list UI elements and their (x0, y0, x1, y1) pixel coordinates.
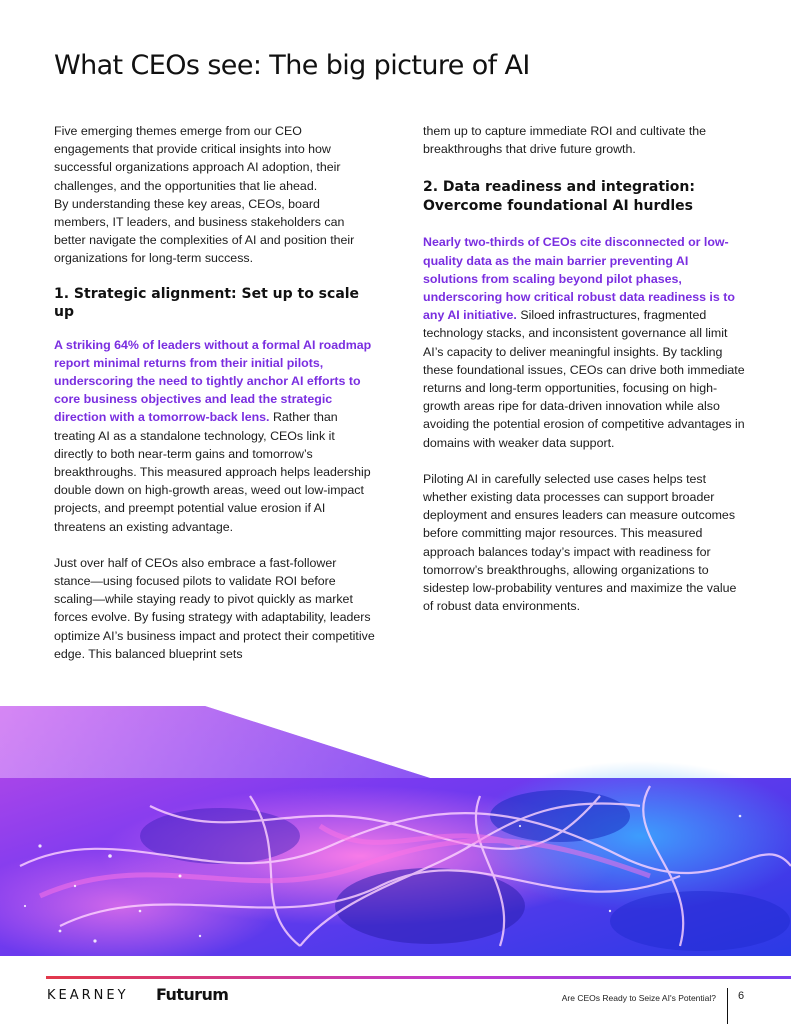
section-1-continued: them up to capture immediate ROI and cultivate the breakthroughs that drive future growth. (423, 124, 707, 157)
footer-gradient-line (46, 976, 791, 979)
kearney-logo: KEARNEY (47, 988, 129, 1003)
section-2-highlight: Nearly two-thirds of CEOs cite disconnected or low-quality data as the main barrier preventing AI solutions from scaling beyond pilot phases, underscoring how critical robust data readiness is to any AI initiative. (423, 235, 735, 323)
section-2-body-1 (423, 233, 745, 451)
section-1-highlight: A striking 64% of leaders without a formal AI roadmap report minimal returns from their initial pilots, underscoring the need to tightly anchor AI efforts to core business objectives and lead the strategic direction with a tomorrow-back lens. (54, 337, 372, 425)
abstract-network-illustration (0, 706, 791, 956)
futurum-logo: Futurum (156, 985, 229, 1004)
right-column (423, 122, 745, 615)
section-1-heading: 1. Strategic alignment: Set up to scale up (54, 285, 360, 321)
section-1-body-1 (54, 336, 376, 536)
footer-caption: Are CEOs Ready to Seize AI's Potential? (561, 993, 716, 1003)
left-column (54, 122, 376, 663)
section-1-body-2: Just over half of CEOs also embrace a fast-follower stance—using focused pilots to validate ROI before scaling—while staying ready to pivot quickly as market forces evolve. By fusing strategy with adaptability, leaders optimize AI’s business impact and protect their competitive edge. This balanced blueprint sets (54, 555, 375, 661)
intro-paragraph-1: Five emerging themes emerge from our CEO engagements that provide critical insights into how successful organizations approach AI adoption, their challenges, and the opportunities that lie ahead. (54, 124, 341, 193)
section-2-body-1-text: Siloed infrastructures, fragmented technology stacks, and inconsistent governance all limit AI’s capacity to deliver meaningful insights. By tackling these foundational issues, CEOs can drive both immediate returns and long-term opportunities, focusing on high-growth areas ripe for data-driven innovation while also avoiding the potential erosion of competitive advantages in domains with weaker data support. (423, 308, 745, 450)
footer-divider (727, 988, 728, 1024)
page-number: 6 (738, 990, 745, 1002)
section-2-heading: 2. Data readiness and integration: Overcome foundational AI hurdles (423, 179, 695, 214)
page-title: What CEOs see: The big picture of AI (54, 50, 530, 81)
section-1-body-1-text: Rather than treating AI as a standalone technology, CEOs link it directly to both near-term gains and tomorrow’s breakthroughs. This measured approach helps leadership double down on high-growth areas, weed out low-impact projects, and preempt potential value erosion if AI threatens an existing advantage. (54, 410, 371, 534)
section-2-body-2: Piloting AI in carefully selected use cases helps test whether existing data processes can support broader deployment and ensures leaders can measure outcomes before committing major resources. This measured approach balances today’s impact with readiness for tomorrow’s breakthroughs, allowing organizations to sidestep low-probability ventures and maximize the value of robust data environments. (423, 471, 737, 614)
hero-image (0, 706, 791, 956)
intro-paragraph-2: By understanding these key areas, CEOs, board members, IT leaders, and business stakeholders can better navigate the complexities of AI and position their organizations for long-term success. (54, 196, 355, 266)
